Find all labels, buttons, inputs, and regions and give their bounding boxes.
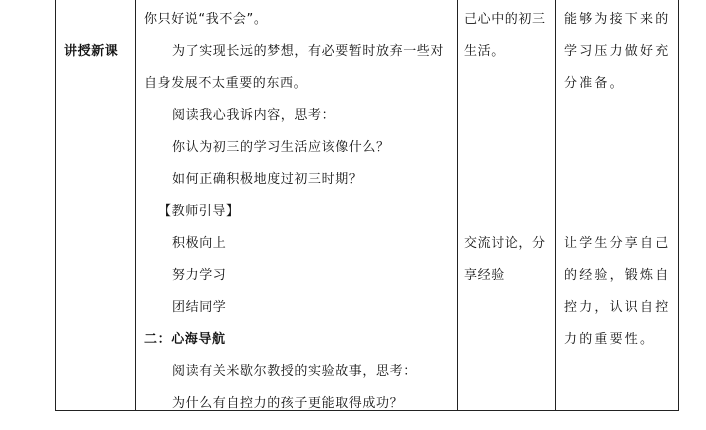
column-divider-1 [135, 0, 136, 410]
student-activity-line: 交流讨论，分 [464, 236, 546, 251]
table-border-right [678, 0, 679, 410]
activity-line: 阅读我心我诉内容，思考： [172, 108, 336, 123]
student-activity-line: 己心中的初三 [464, 12, 546, 27]
activity-line: 你认为初三的学习生活应该像什么？ [172, 140, 390, 155]
activity-line: 努力学习 [172, 268, 227, 283]
purpose-line: 学习压力做好充 [564, 44, 671, 59]
purpose-line: 的经验，锻炼自 [564, 268, 671, 283]
activity-line: 自身发展不太重要的东西。 [144, 76, 308, 91]
column-divider-3 [555, 0, 556, 410]
activity-line: 为什么有自控力的孩子更能取得成功？ [172, 396, 404, 411]
column-divider-2 [457, 0, 458, 410]
section-label: 讲授新课 [64, 44, 119, 59]
activity-line: 团结同学 [172, 300, 227, 315]
purpose-line: 让学生分享自己 [564, 236, 671, 251]
activity-line: 你只好说“我不会”。 [144, 12, 268, 27]
activity-line: 积极向上 [172, 236, 227, 251]
student-activity-line: 生活。 [464, 44, 505, 59]
student-activity-line: 享经验 [464, 268, 505, 283]
activity-line: 如何正确积极地度过初三时期？ [172, 172, 363, 187]
activity-line: 阅读有关米歇尔教授的实验故事，思考： [172, 364, 417, 379]
purpose-line: 力的重要性。 [564, 332, 656, 347]
activity-subheading: 【教师引导】 [158, 204, 240, 219]
purpose-line: 分准备。 [564, 76, 625, 91]
activity-section-heading: 二：心海导航 [144, 332, 226, 347]
purpose-line: 控力，认识自控 [564, 300, 671, 315]
purpose-line: 能够为接下来的 [564, 12, 671, 27]
table-border-left [55, 0, 56, 410]
activity-line: 为了实现长远的梦想，有必要暂时放弃一些对 [172, 44, 445, 59]
